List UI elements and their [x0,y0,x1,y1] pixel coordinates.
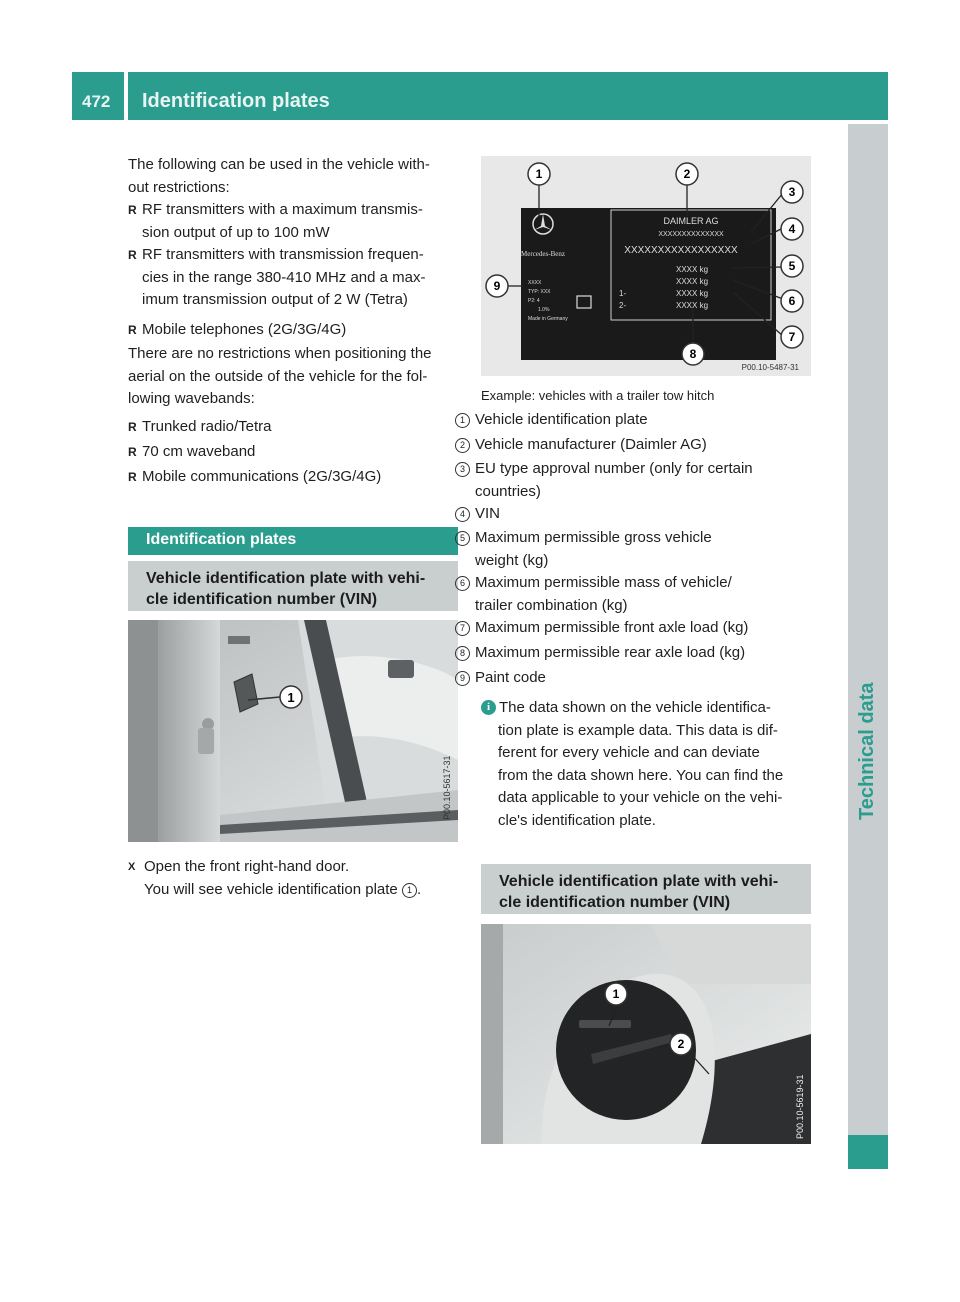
legend-number-badge: 2 [455,438,470,453]
legend-text: Maximum permissible mass of vehicle/ [475,574,732,591]
text-line: Trunked radio/Tetra [142,418,272,435]
subheading [128,561,458,611]
text-line: tion plate is example data. This data is dif- [498,721,778,739]
text-line: Vehicle identification plate with vehi- [499,873,779,890]
photo-code: P00.10-5617-31 [442,755,452,820]
brand-text: Mercedes-Benz [521,250,565,258]
text-line: cies in the range 380-410 MHz and a max- [142,268,426,286]
text-line: cle identification number (VIN) [499,894,731,911]
seat-frame-illustration [481,924,811,1144]
legend-text: Maximum permissible gross vehicle [475,529,712,546]
section-heading [128,527,458,555]
svg-text:9: 9 [493,279,501,293]
paint-text: 1.0% [538,307,550,313]
paint-text: TYP: XXX [528,289,551,295]
svg-text:4: 4 [788,222,796,236]
svg-text:6: 6 [788,294,796,308]
header-title-bar [128,72,888,120]
text-line: There are no restrictions when positioning the [128,345,432,362]
info-icon: i [481,700,496,715]
text-line: cle's identification plate. [498,811,656,829]
text-line: RF transmitters with a maximum transmis- [142,201,423,218]
svg-text:1: 1 [535,167,543,181]
legend-text: VIN [475,505,501,522]
text-line: data applicable to your vehicle on the vehi- [498,789,783,806]
bullet-marker: R [128,470,137,484]
text-line: from the data shown here. You can find the [498,766,784,784]
text-line: RF transmitters with transmission frequen- [142,246,424,263]
svg-text:7: 7 [788,330,796,344]
weight-text: XXXX kg [676,289,709,298]
legend-text: Vehicle manufacturer (Daimler AG) [475,436,707,453]
bullet-marker: R [128,420,137,434]
figure-code: P00.10-5487-31 [741,363,799,372]
legend-text: Maximum permissible rear axle load (kg) [475,644,746,661]
weight-text: XXXX kg [676,265,709,274]
door-pillar-photo [128,620,458,842]
identification-plate-illustration [481,156,811,376]
list-item [128,441,468,463]
text-line: Vehicle identification plate with vehi- [146,570,426,587]
info-note [481,697,821,832]
svg-text:5: 5 [788,259,796,273]
subheading [481,864,811,914]
axle-label: 2- [619,301,627,310]
intro-paragraph [128,154,430,199]
page-title: Identification plates [142,90,330,112]
figure-caption: Example: vehicles with a trailer tow hitch [481,388,715,403]
vin-text: XXXXXXXXXXXXXXXXX [624,245,738,256]
subheading-text [146,568,446,610]
text-line: out restrictions: [128,178,230,196]
legend-number-badge: 5 [455,531,470,546]
svg-text:1: 1 [287,690,295,705]
text-line: 70 cm waveband [142,443,256,460]
legend-number-badge: 6 [455,576,470,591]
step-text: You will see vehicle identification plate [144,880,398,898]
legend-number-badge: 7 [455,621,470,636]
list-item [128,199,468,244]
legend-number-badge: 1 [455,413,470,428]
legend-number-badge: 9 [455,671,470,686]
legend-number-badge: 8 [455,646,470,661]
section-heading-text: Identification plates [146,531,297,548]
step-instruction [128,856,468,901]
paint-text: P2: 4 [528,298,540,304]
svg-text:8: 8 [689,347,697,361]
text-line: Mobile telephones (2G/3G/4G) [142,321,347,338]
legend-text: Vehicle identification plate [475,411,648,428]
legend-number-badge: 3 [455,462,470,477]
page-number-box [72,72,124,120]
text-line: sion output of up to 100 mW [142,223,330,241]
weight-text: XXXX kg [676,301,709,310]
arrow-icon: X [128,861,136,873]
bullet-marker: R [128,323,137,337]
svg-text:3: 3 [788,185,796,199]
side-tab-bar [848,124,888,1169]
paint-text: Made in Germany [528,316,568,322]
legend-text: Paint code [475,669,546,686]
text-line: Mobile communications (2G/3G/4G) [142,468,382,485]
legend-text: countries) [475,482,541,500]
text-line: ferent for every vehicle and can deviate [498,744,760,761]
identification-plate-figure [481,156,811,376]
legend-text: Maximum permissible front axle load (kg) [475,619,749,636]
paint-text: XXXX [528,280,542,286]
text-line: The data shown on the vehicle identifica- [499,699,771,716]
door-pillar-illustration [128,620,458,842]
approval-text: XXXXXXXXXXXXXX [658,231,724,238]
bullet-marker: R [128,248,137,262]
maker-text: DAIMLER AG [663,216,719,226]
subheading-text [499,871,799,913]
text-line: aerial on the outside of the vehicle for the fol- [128,367,428,385]
text-line: Open the front right-hand door. [144,858,350,875]
side-tab-marker [848,1135,888,1169]
bullet-marker: R [128,203,137,217]
legend-text: trailer combination (kg) [475,596,628,614]
paragraph [128,343,468,411]
reference-badge: 1 [402,883,417,898]
axle-label: 1- [619,289,627,298]
list-item [128,466,468,488]
list-item [128,244,468,312]
svg-text:2: 2 [677,1037,685,1051]
text-line: lowing wavebands: [128,390,255,407]
bullet-marker: R [128,445,137,459]
list-item [128,319,468,341]
legend-text: weight (kg) [475,551,549,569]
text-line: The following can be used in the vehicle with- [128,156,430,173]
svg-text:2: 2 [683,167,691,181]
page-number: 472 [82,92,111,111]
photo-code: P00.10-5619-31 [795,1074,805,1139]
side-tab-label: Technical data [856,682,878,820]
text-line: cle identification number (VIN) [146,591,378,608]
text-line: imum transmission output of 2 W (Tetra) [142,291,408,308]
svg-text:1: 1 [612,987,620,1001]
list-item [128,416,468,438]
weight-text: XXXX kg [676,277,709,286]
seat-frame-photo [481,924,811,1144]
legend-number-badge: 4 [455,507,470,522]
text-line: You will see vehicle identification plate 1 . [144,880,422,898]
legend-text: EU type approval number (only for certain [475,460,753,477]
